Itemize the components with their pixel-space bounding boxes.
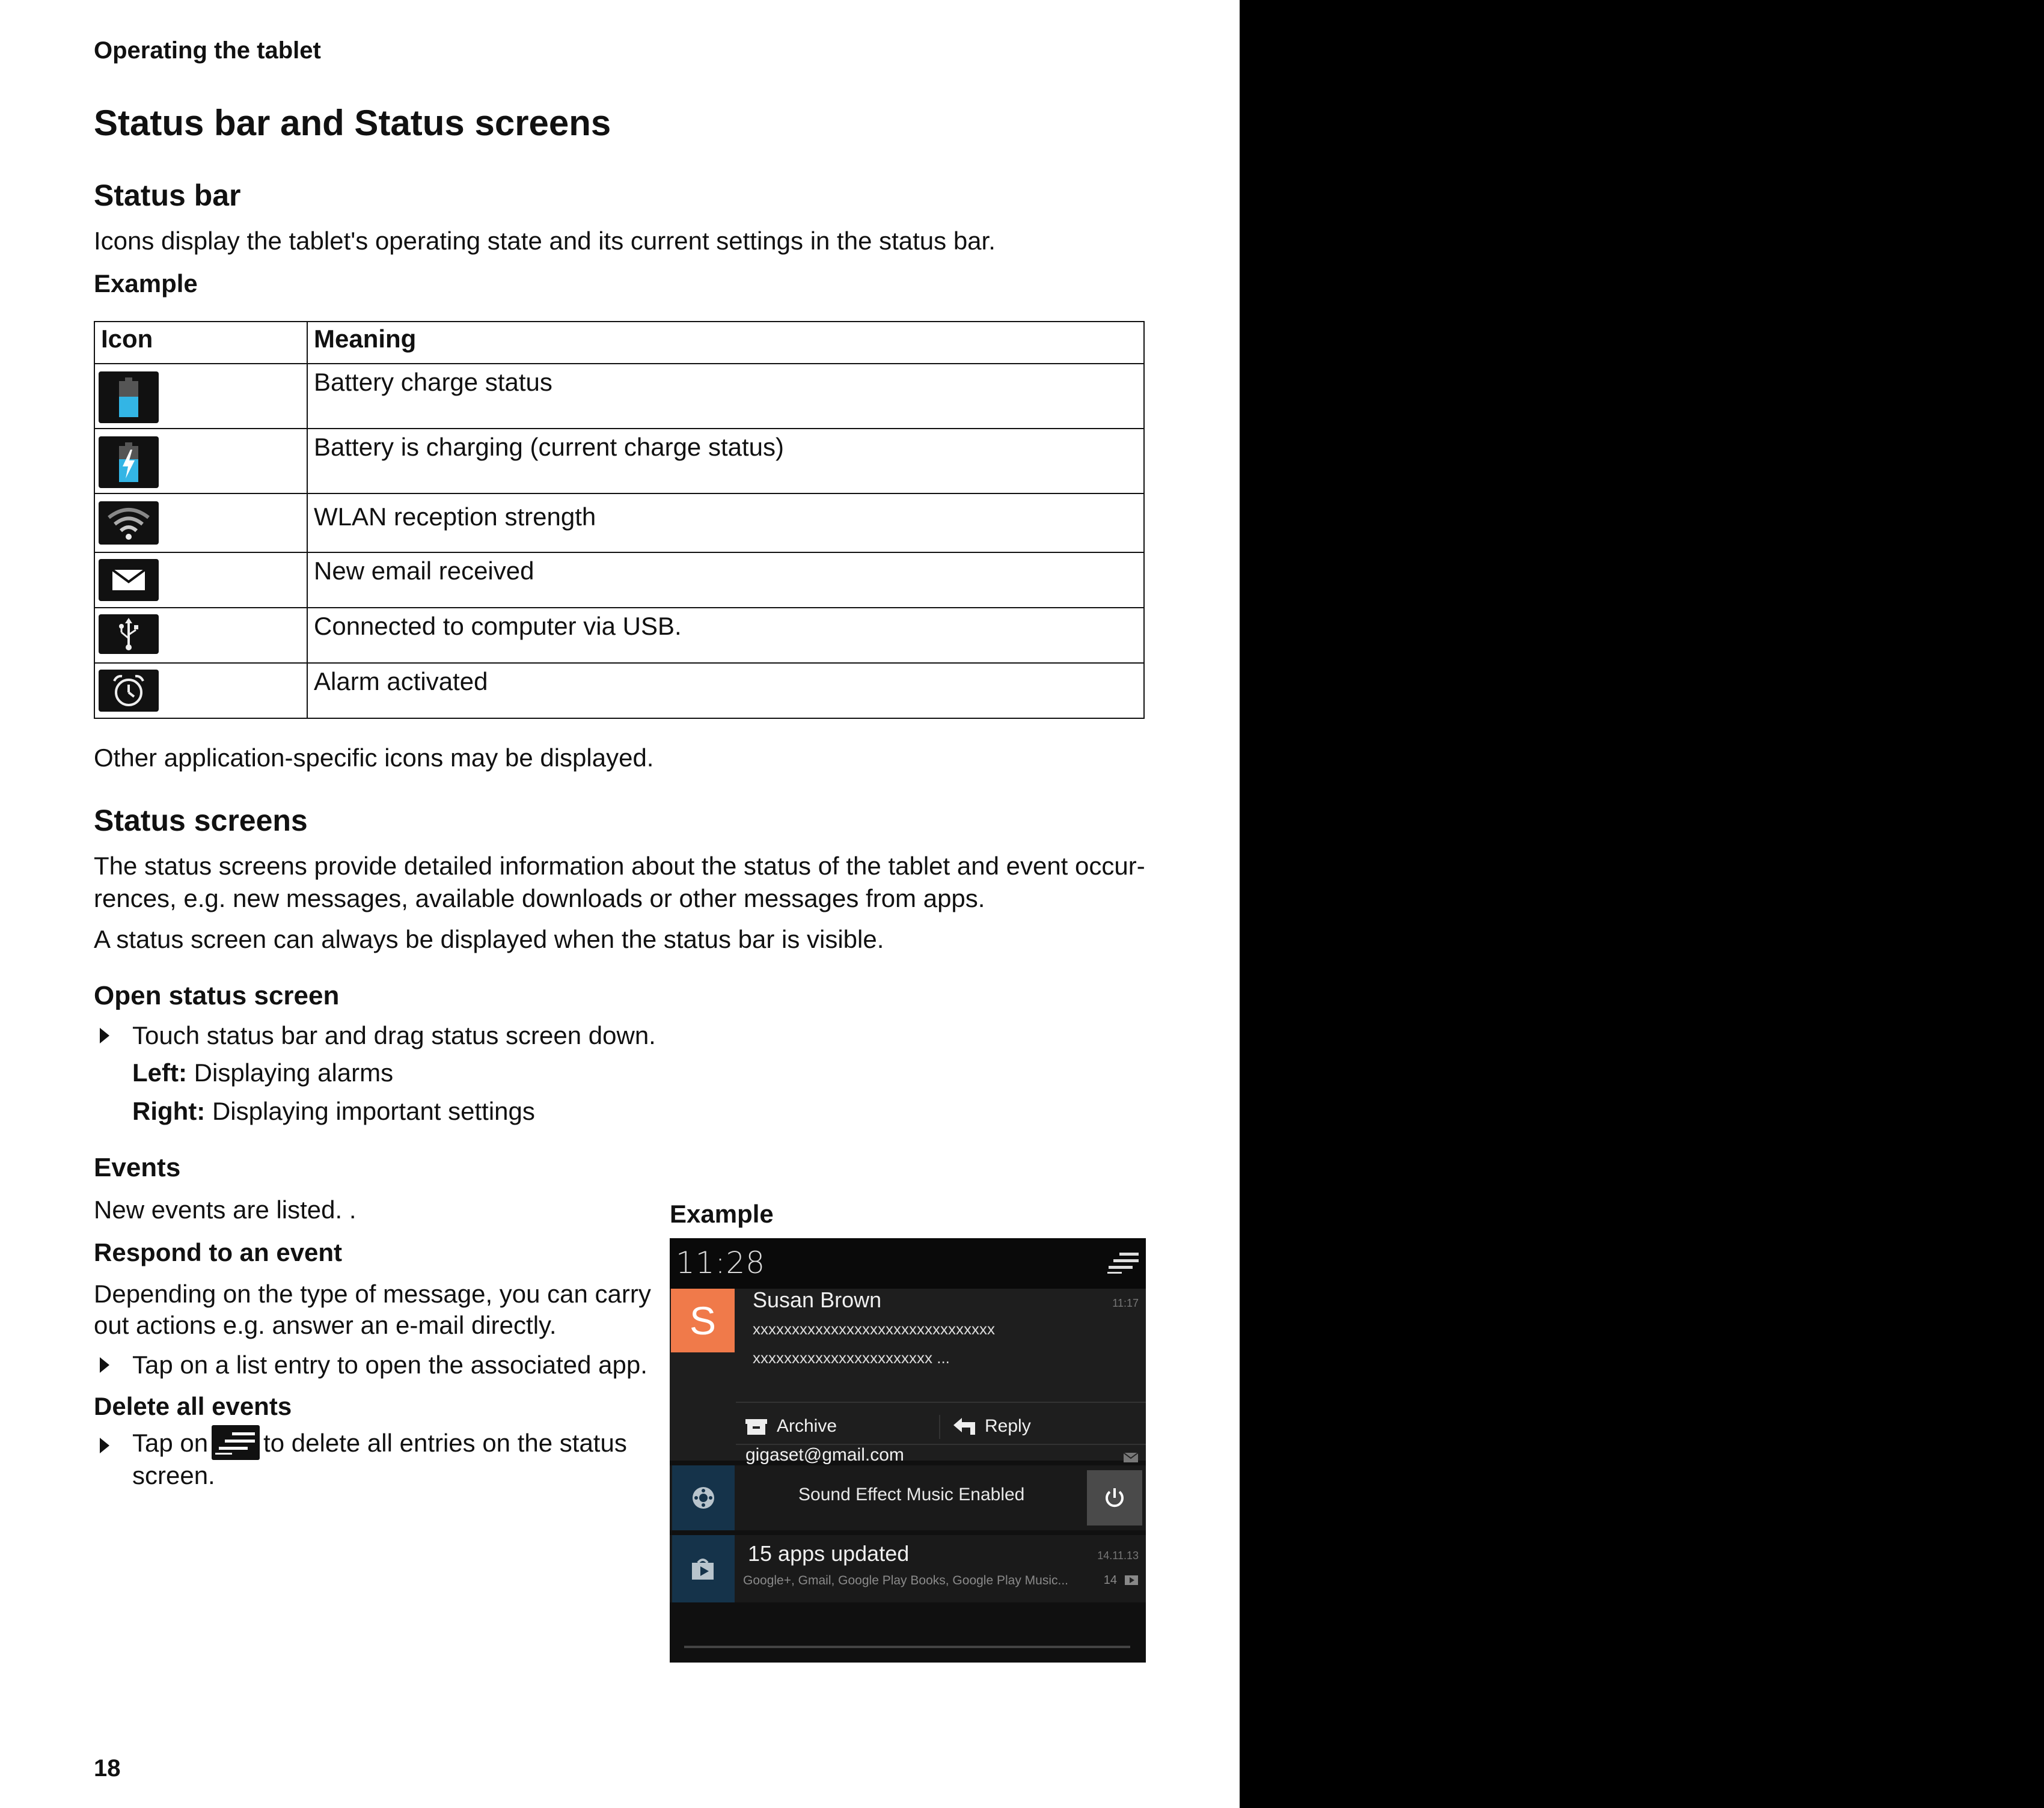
message-line2: xxxxxxxxxxxxxxxxxxxxxxx ... <box>753 1349 950 1367</box>
right-text: Displaying important settings <box>205 1097 535 1125</box>
status-screens-para1-line1: The status screens provide detailed information about the status of the tablet and event occur- <box>94 852 1145 880</box>
bullet-arrow-icon <box>100 1438 109 1453</box>
archive-label: Archive <box>777 1416 837 1436</box>
sound-app-icon <box>672 1465 735 1530</box>
delete-step-line2: screen. <box>132 1461 215 1489</box>
alarm-icon <box>99 670 159 712</box>
reply-button[interactable] <box>952 1411 1031 1441</box>
status-screens-para2: A status screen can always be displayed when the status bar is visible. <box>94 925 884 953</box>
open-step: Touch status bar and drag status screen down. <box>132 1021 656 1049</box>
meaning-cell: Battery charge status <box>307 364 1144 429</box>
events-heading: Events <box>94 1153 181 1182</box>
scroll-handle[interactable] <box>684 1646 1130 1648</box>
delete-heading: Delete all events <box>94 1392 292 1420</box>
example-label: Example <box>94 269 198 298</box>
mail-small-icon <box>1123 1452 1139 1466</box>
bullet-arrow-icon <box>100 1028 109 1043</box>
sound-effect-notification[interactable] <box>670 1465 1146 1530</box>
left-text: Displaying alarms <box>186 1058 394 1087</box>
icon-cell <box>94 364 307 429</box>
status-bar-heading: Status bar <box>94 179 241 212</box>
example-screenshot-label: Example <box>670 1200 774 1228</box>
apps-updated-count: 14 <box>1103 1574 1117 1587</box>
status-bar-intro: Icons display the tablet's operating state and its current settings in the status bar. <box>94 227 996 255</box>
notification-screenshot <box>670 1238 1146 1663</box>
page-title: Status bar and Status screens <box>94 103 611 143</box>
left-label: Left: <box>132 1058 187 1087</box>
meaning-cell: Connected to computer via USB. <box>307 608 1144 663</box>
sender-name: Susan Brown <box>753 1287 882 1312</box>
table-row <box>94 608 1144 663</box>
other-icons-note: Other application-specific icons may be displayed. <box>94 744 654 772</box>
respond-step: Tap on a list entry to open the associated app. <box>132 1351 647 1379</box>
status-screens-heading: Status screens <box>94 804 308 837</box>
divider <box>736 1402 1146 1403</box>
icon-cell <box>94 663 307 718</box>
avatar: S <box>671 1289 735 1352</box>
table-row <box>94 552 1144 608</box>
bullet-arrow-icon <box>100 1357 109 1373</box>
battery-icon <box>99 371 159 423</box>
email-icon <box>99 559 159 601</box>
notification-header <box>670 1238 1146 1289</box>
column-header-icon: Icon <box>94 322 307 364</box>
battery-charging-icon <box>99 436 159 488</box>
respond-line2: out actions e.g. answer an e-mail directly. <box>94 1311 557 1339</box>
usb-icon <box>99 614 159 654</box>
meaning-cell: WLAN reception strength <box>307 493 1144 552</box>
notification-time: 11:17 <box>1112 1297 1139 1309</box>
meaning-cell: Battery is charging (current charge status) <box>307 429 1144 493</box>
icon-cell <box>94 608 307 663</box>
apps-updated-notification[interactable] <box>670 1535 1146 1602</box>
power-toggle-button[interactable] <box>1087 1470 1142 1526</box>
icon-cell <box>94 493 307 552</box>
left-swipe-note <box>132 1057 393 1089</box>
apps-updated-detail: Google+, Gmail, Google Play Books, Google Play Music... <box>743 1574 1069 1587</box>
clear-all-icon <box>212 1425 260 1460</box>
clear-all-icon[interactable] <box>1106 1250 1140 1280</box>
apps-updated-title: 15 apps updated <box>748 1541 910 1566</box>
page-number: 18 <box>94 1755 121 1782</box>
icon-cell <box>94 429 307 493</box>
reply-icon <box>952 1417 976 1436</box>
wifi-icon <box>99 501 159 545</box>
play-store-icon <box>672 1535 735 1602</box>
icon-cell <box>94 552 307 608</box>
play-small-icon <box>1124 1575 1139 1589</box>
column-header-meaning: Meaning <box>307 322 1144 364</box>
respond-line1: Depending on the type of message, you can carry <box>94 1280 651 1308</box>
status-icon-table <box>94 321 1145 719</box>
delete-step <box>132 1427 627 1462</box>
sound-effect-text: Sound Effect Music Enabled <box>798 1485 1025 1504</box>
meaning-cell: Alarm activated <box>307 663 1144 718</box>
apps-updated-date: 14.11.13 <box>1097 1550 1139 1562</box>
account-email: gigaset@gmail.com <box>745 1445 904 1465</box>
status-screens-para1-line2: rences, e.g. new messages, available downloads or other messages from apps. <box>94 884 985 912</box>
events-intro: New events are listed. . <box>94 1196 356 1224</box>
right-label: Right: <box>132 1097 206 1125</box>
divider <box>939 1415 940 1439</box>
delete-step-after: to delete all entries on the status <box>263 1429 627 1457</box>
right-swipe-note <box>132 1095 535 1128</box>
meaning-cell: New email received <box>307 552 1144 608</box>
delete-step-before: Tap on <box>132 1429 209 1457</box>
respond-heading: Respond to an event <box>94 1238 343 1266</box>
open-status-screen-heading: Open status screen <box>94 981 340 1010</box>
table-row <box>94 663 1144 718</box>
table-header-row <box>94 322 1144 364</box>
running-header: Operating the tablet <box>94 37 321 64</box>
clock: 11:28 <box>676 1245 766 1280</box>
reply-label: Reply <box>985 1416 1031 1436</box>
archive-button[interactable] <box>744 1411 837 1441</box>
table-row <box>94 493 1144 552</box>
black-margin-panel <box>1240 0 2044 1808</box>
message-line1: xxxxxxxxxxxxxxxxxxxxxxxxxxxxxxx <box>753 1320 995 1338</box>
table-row <box>94 429 1144 493</box>
email-notification[interactable] <box>670 1287 1146 1465</box>
archive-icon <box>744 1417 768 1436</box>
table-row <box>94 364 1144 429</box>
power-icon <box>1103 1486 1127 1510</box>
